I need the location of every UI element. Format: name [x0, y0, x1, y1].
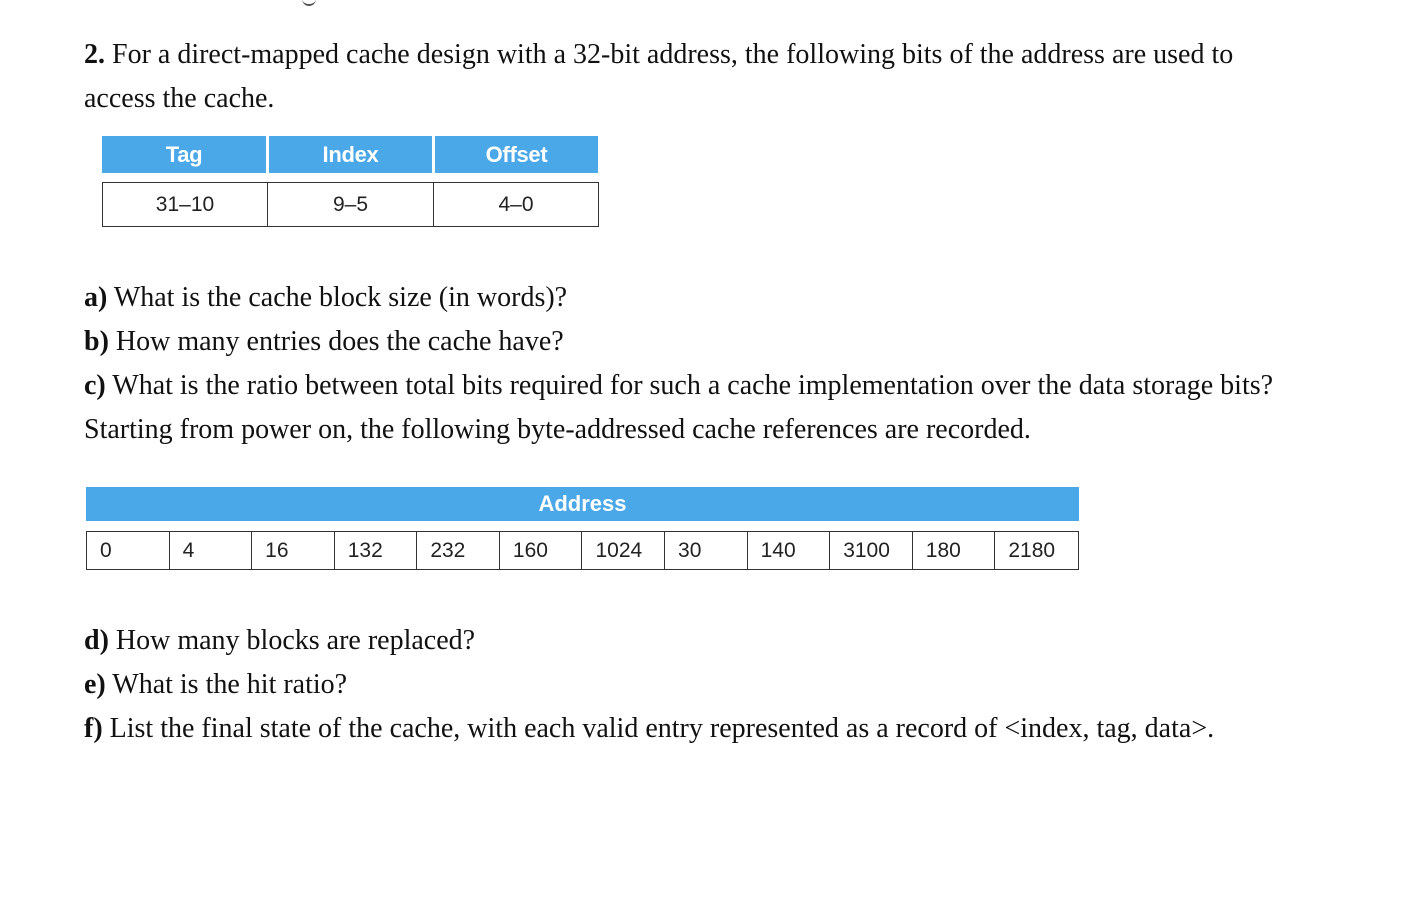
field-value-index: 9–5 [268, 183, 434, 226]
address-values-row [86, 531, 1079, 570]
question-intro-line2: access the cache. [84, 83, 275, 114]
address-cell: 16 [252, 532, 335, 569]
address-cell: 4 [170, 532, 253, 569]
question-intro-line1: For a direct-mapped cache design with a 32-bit address, the following bits of the address are used to [112, 39, 1234, 70]
field-header-tag: Tag [102, 136, 266, 173]
part-c-text: What is the ratio between total bits required for such a cache implementation over the data storage bits? [112, 370, 1274, 401]
part-d-text: How many blocks are replaced? [115, 625, 476, 656]
part-a-text: What is the cache block size (in words)? [113, 282, 568, 313]
question-intro [84, 33, 1233, 121]
part-c-label: c) [84, 370, 106, 401]
questions-a-to-c [84, 276, 1273, 452]
part-b-label: b) [84, 326, 109, 357]
part-a-label: a) [84, 282, 108, 313]
part-f-text: List the final state of the cache, with each valid entry represented as a record of <index, tag, data>. [109, 713, 1215, 744]
part-d-label: d) [84, 625, 109, 656]
address-reference-table [86, 487, 1079, 570]
address-cell: 140 [748, 532, 831, 569]
address-cell: 132 [335, 532, 418, 569]
address-cell: 0 [87, 532, 170, 569]
address-cell: 2180 [1008, 539, 1056, 562]
address-cell: 160 [500, 532, 583, 569]
part-e-label: e) [84, 669, 106, 700]
address-cell: 30 [665, 532, 748, 569]
address-cell: 232 [417, 532, 500, 569]
field-header-index: Index [269, 136, 432, 173]
cropped-text-fragment [302, 0, 316, 6]
part-b-text: How many entries does the cache have? [115, 326, 564, 357]
field-header-offset: Offset [435, 136, 598, 173]
questions-d-to-f [84, 619, 1214, 751]
field-table-value-row [102, 182, 599, 227]
field-table-header-row [102, 136, 599, 173]
part-e-text: What is the hit ratio? [112, 669, 348, 700]
question-number: 2. [84, 39, 105, 70]
address-cell: 180 [913, 532, 996, 569]
address-table-header: Address [86, 487, 1079, 521]
references-note: Starting from power on, the following byte-addressed cache references are recorded. [84, 414, 1031, 445]
address-cell: 3100 [830, 532, 913, 569]
address-field-table [102, 136, 599, 227]
address-cell: 1024 [582, 532, 665, 569]
field-value-offset: 4–0 [498, 193, 534, 216]
part-f-label: f) [84, 713, 103, 744]
field-value-tag: 31–10 [103, 183, 268, 226]
